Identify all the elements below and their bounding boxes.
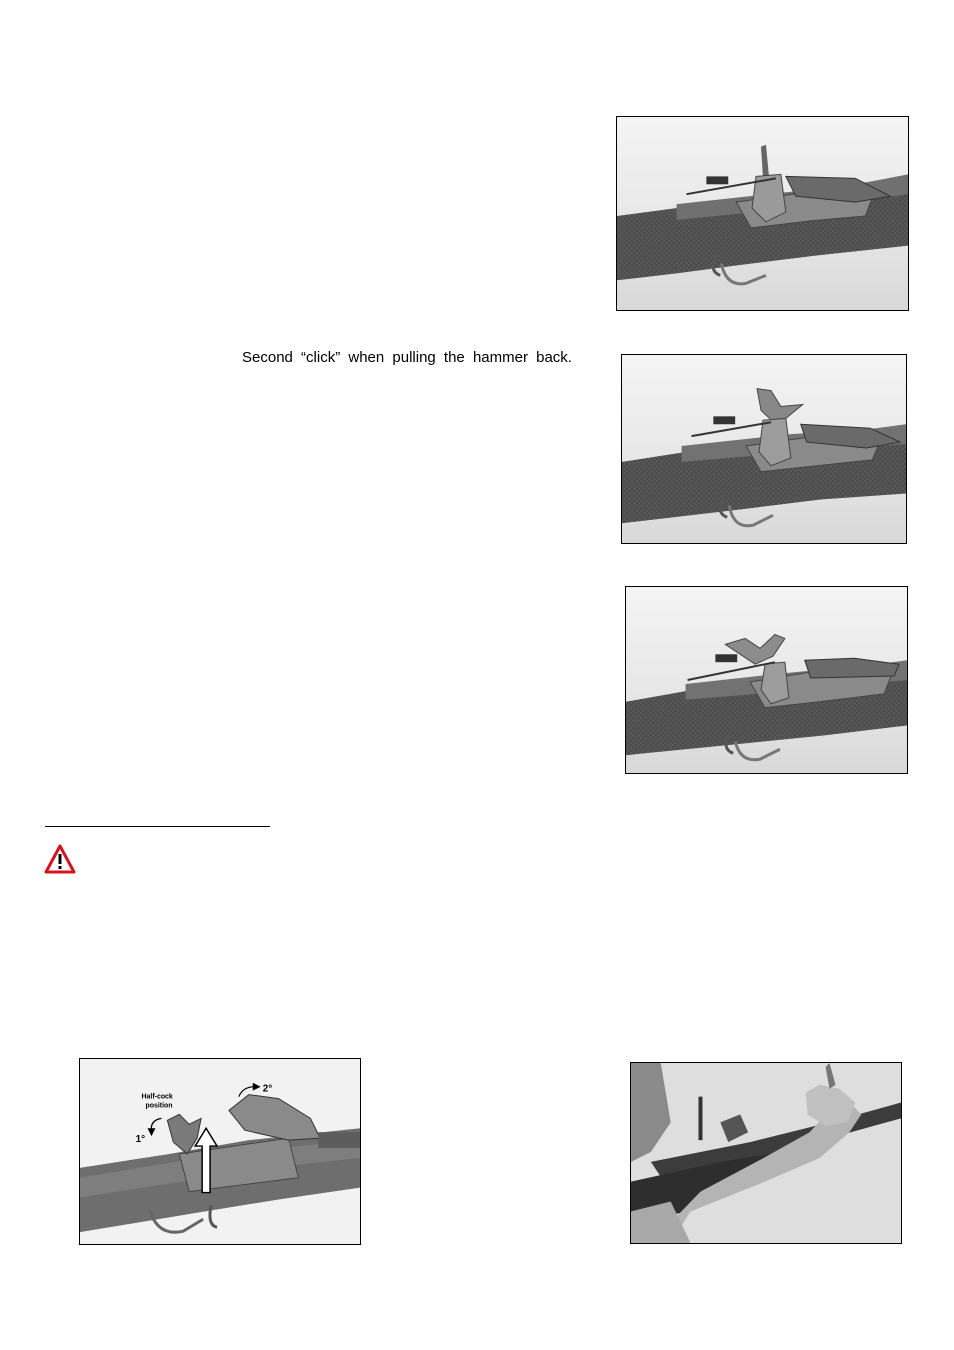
section-heading-underline — [45, 826, 270, 827]
second-click-caption: Second “click” when pulling the hammer back. — [242, 349, 572, 366]
half-cock-label-line2: position — [145, 1102, 173, 1110]
photo-hammer-position-1 — [616, 116, 909, 311]
photo-hands-operating-breech — [630, 1062, 902, 1244]
warning-triangle-icon — [44, 844, 76, 874]
photo-hammer-position-3 — [625, 586, 908, 774]
photo-hammer-position-2 — [621, 354, 907, 544]
photo-half-cock-diagram — [79, 1058, 361, 1245]
half-cock-label-line1: Half-cock — [141, 1093, 173, 1101]
step-1-label: 1° — [135, 1134, 146, 1146]
step-2-label: 2° — [262, 1083, 273, 1095]
